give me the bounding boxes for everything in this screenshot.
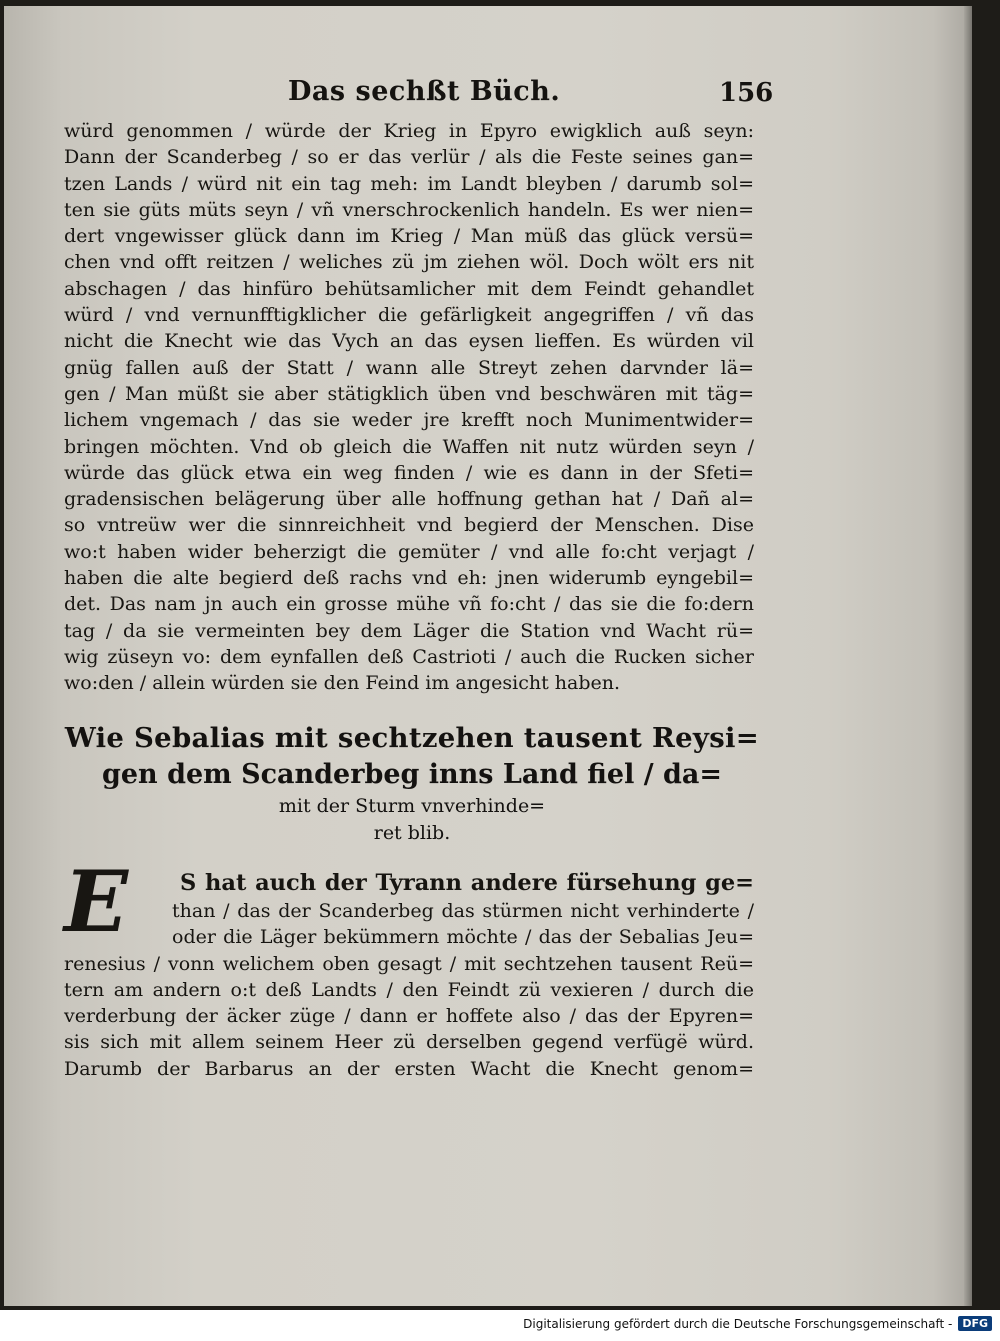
text-line: würde das glück etwa ein weg finden / wie es dann in der Sfeti=: [64, 461, 754, 484]
text-line: wo:den / allein würden sie den Feind im angesicht haben.: [64, 672, 621, 695]
section-line: verderbung der äcker züge / dann er hoffete also / das der Epyren=: [64, 1005, 754, 1028]
running-head: [62, 76, 742, 116]
section-line: oder die Läger bekümmern möchte / das der Sebalias Jeu=: [172, 926, 754, 949]
text-line: Dann der Scanderbeg / so er das verlür / als die Feste seines gan=: [64, 146, 754, 169]
text-line: ten sie güts müts seyn / vñ vnerschrockenlich handeln. Es wer nien=: [64, 198, 754, 221]
heading-line-1: Wie Sebalias mit sechtzehen tausent Reysi=: [64, 722, 760, 754]
book-page: [4, 6, 972, 1306]
text-line: haben die alte begierd deß rachs vnd eh: jnen widerumb eyngebil=: [64, 567, 754, 590]
text-line: gradensischen belägerung über alle hoffnung gethan hat / Dañ al=: [64, 488, 754, 511]
text-line: tag / da sie vermeinten bey dem Läger die Station vnd Wacht rü=: [64, 619, 754, 642]
text-line: gnüg fallen auß der Statt / wann alle Streyt zehen darvnder lä=: [64, 356, 754, 379]
section-line: tern am andern o:t deß Landts / den Feindt zü vexieren / durch die: [64, 978, 754, 1001]
running-title: Das sechßt Büch.: [288, 76, 561, 107]
text-line: so vntreüw wer die sinnreichheit vnd begierd der Menschen. Dise: [64, 514, 754, 537]
heading-line-3: mit der Sturm vnverhinde=: [278, 795, 546, 817]
text-line: det. Das nam jn auch ein grosse mühe vñ fo:cht / das sie die fo:dern: [64, 593, 754, 616]
text-line: chen vnd offt reitzen / weliches zü jm ziehen wöl. Doch wölt ers nit: [64, 251, 754, 274]
footer-text: Digitalisierung gefördert durch die Deutsche Forschungsgemeinschaft -: [523, 1316, 953, 1331]
page-number: 156: [719, 78, 774, 108]
chapter-heading: [62, 718, 762, 846]
heading-line-2: gen dem Scanderbeg inns Land fiel / da=: [101, 759, 723, 790]
heading-line-4: ret blib.: [373, 822, 451, 844]
text-line: würd genommen / würde der Krieg in Epyro ewigklich auß seyn:: [64, 120, 754, 142]
dfg-logo: DFG: [958, 1316, 992, 1331]
text-line: abschagen / das hinfüro behütsamlicher mit dem Feindt gehandlet: [64, 277, 754, 300]
section-line: than / das der Scanderbeg das stürmen nicht verhinderte /: [172, 900, 754, 922]
text-line: bringen möchten. Vnd ob gleich die Waffen nit nutz würden seyn /: [64, 435, 754, 458]
text-line: wo:t haben wider beherzigt die gemüter / vnd alle fo:cht verjagt /: [64, 540, 754, 563]
section-line: Darumb der Barbarus an der ersten Wacht die Knecht genom=: [64, 1057, 754, 1080]
text-line: würd / vnd vernunfftigklicher die gefärligkeit angegriffen / vñ das: [64, 304, 754, 327]
section-line: S hat auch der Tyrann andere fürsehung ge=: [180, 870, 754, 896]
page-edge: [964, 6, 972, 1306]
drop-initial: E: [64, 852, 129, 951]
text-line: nicht die Knecht wie das Vych an das eysen lieffen. Es würden vil: [64, 330, 754, 353]
text-line: lichem vngemach / das sie weder jre krefft noch Munimentwider=: [64, 409, 754, 432]
digitization-footer: [523, 1316, 992, 1331]
chapter-section: [64, 852, 754, 1082]
text-line: tzen Lands / würd nit ein tag meh: im Landt bleyben / darumb sol=: [64, 172, 754, 195]
section-line: sis sich mit allem seinem Heer zü derselben gegend verfügë würd.: [64, 1031, 754, 1054]
text-line: wig züseyn vo: dem eynfallen deß Castrioti / auch die Rucken sicher: [64, 645, 754, 668]
section-line: renesius / vonn welichem oben gesagt / mit sechtzehen tausent Reü=: [64, 952, 754, 975]
text-line: dert vngewisser glück dann im Krieg / Man müß das glück versü=: [64, 225, 754, 248]
text-line: gen / Man müßt sie aber stätigklich üben vnd beschwären mit täg=: [64, 382, 754, 405]
body-text: [64, 118, 754, 697]
